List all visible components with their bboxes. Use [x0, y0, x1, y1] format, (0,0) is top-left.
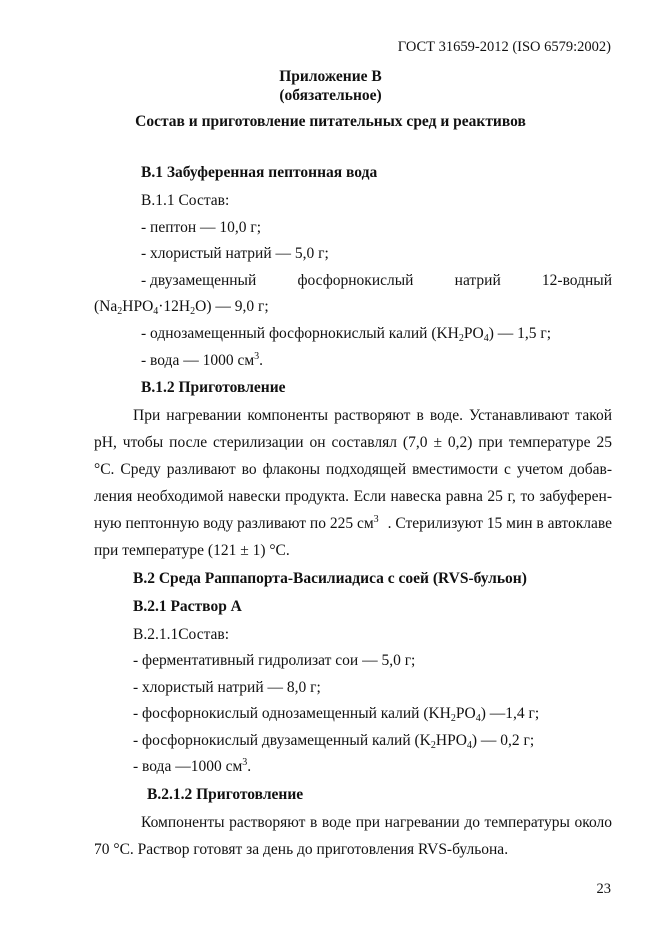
list-item: - вода —1000 $см^3$. — [133, 757, 252, 775]
list-item: - фосфорнокислый однозамещенный калий $(KH_2PO_4)$ —1,4 г; — [133, 705, 540, 724]
list-item: - ферментативный гидролизат сои — 5,0 г; — [133, 652, 416, 669]
section-b1-prep-heading: В.1.2 Приготовление — [141, 379, 286, 396]
list-item-continuation: $(Na_2HPO_4\cdot 12H_2O)$ — 9,0 г; — [94, 298, 269, 317]
paragraph-line-end: . Стерилизуют 15 мин в автоклаве — [387, 515, 612, 532]
list-item-justified — [141, 272, 612, 290]
section-b212-prep-heading: В.2.1.2 Приготовление — [147, 786, 304, 803]
paragraph-line: Компоненты растворяют в воде при нагревании до температуры около — [141, 814, 612, 831]
section-b1-composition-label: В.1.1 Состав: — [141, 192, 230, 209]
paragraph-line: при температуре (121 ± 1) °С. — [94, 542, 290, 559]
paragraph-line: °С. Среду разливают во флаконы подходящей вместимости с учетом добав- — [94, 461, 612, 478]
section-b211-composition-label: В.2.1.1Состав: — [133, 626, 230, 643]
paragraph-line: ления необходимой навески продукта. Если навеска равна 25 г, то забуферен- — [94, 488, 612, 505]
justified-word: фосфорнокислый — [297, 272, 414, 289]
list-item: - хлористый натрий — 5,0 г; — [141, 245, 329, 262]
list-item: - пептон — 10,0 г; — [141, 219, 262, 236]
page-number: 23 — [596, 881, 611, 897]
list-item: - однозамещенный фосфорнокислый калий $(KH_2PO_4)$ — 1,5 г; — [141, 325, 552, 344]
appendix-subtitle: (обязательное) — [279, 87, 382, 104]
appendix-heading: Состав и приготовление питательных сред и реактивов — [135, 113, 526, 130]
section-b1-heading: В.1 Забуференная пептонная вода — [141, 164, 378, 181]
justified-word: 12-водный — [541, 272, 612, 289]
paragraph-line: При нагревании компоненты растворяют в воде. Устанавливают такой — [133, 407, 612, 424]
paragraph-line: рН, чтобы после стерилизации он составлял (7,0 ± 0,2) при температуре 25 — [94, 434, 612, 451]
section-b2-heading: В.2 Среда Раппапорта-Василиадиса с соей (RVS-бульон) — [133, 570, 527, 587]
paragraph-line-start: ную пептонную воду разливают по 225 $см^3$ — [94, 514, 379, 532]
paragraph-line — [94, 515, 612, 533]
appendix-title: Приложение В — [279, 68, 382, 85]
list-item: - вода — 1000 $см^3$. — [141, 351, 264, 369]
list-item: - фосфорнокислый двузамещенный калий $(K_2HPO_4)$ — 0,2 г; — [133, 732, 535, 751]
justified-word: натрий — [454, 272, 501, 289]
section-b21-heading: В.2.1 Раствор А — [133, 598, 242, 615]
document-header: ГОСТ 31659-2012 (ISO 6579:2002) — [397, 39, 611, 55]
justified-word: - двузамещенный — [141, 272, 257, 289]
paragraph-line: 70 °С. Раствор готовят за день до приготовления RVS-бульона. — [94, 841, 509, 858]
list-item: - хлористый натрий — 8,0 г; — [133, 679, 321, 696]
